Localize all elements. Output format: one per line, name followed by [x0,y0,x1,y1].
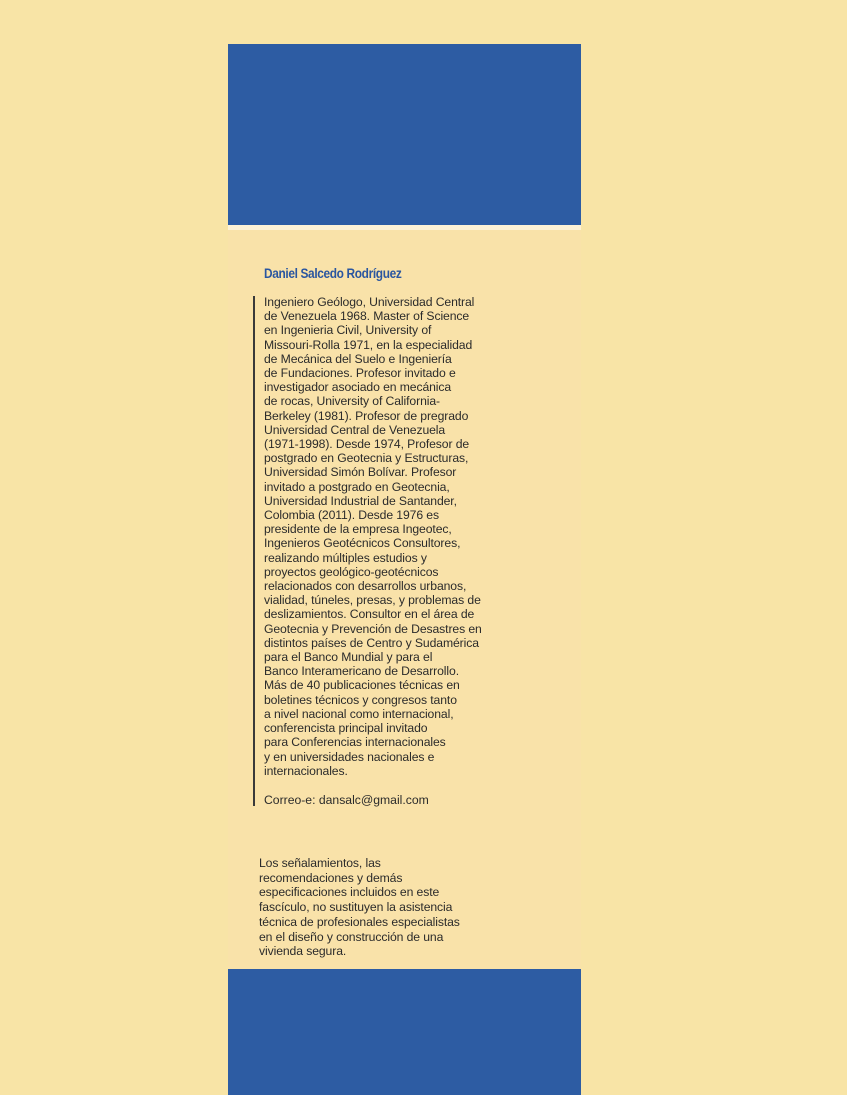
bottom-color-band [228,969,581,1095]
author-email: Correo-e: dansalc@gmail.com [264,793,429,807]
bio-line: vialidad, túneles, presas, y problemas de [264,593,481,608]
bio-line: para Conferencias internacionales [264,735,446,750]
bio-line: y en universidades nacionales e [264,749,435,764]
bio-line: de Venezuela 1968. Master of Science [264,309,470,324]
bio-line: Universidad Simón Bolívar. Profesor [264,465,457,480]
disclaimer-line: vivienda segura. [259,944,347,959]
author-name: Daniel Salcedo Rodríguez [264,266,402,281]
bio-line: Universidad Industrial de Santander, [264,493,457,508]
disclaimer-note [259,856,574,959]
bio-line: boletines técnicos y congresos tanto [264,692,457,707]
bio-line: Ingeniero Geólogo, Universidad Central [264,295,475,309]
disclaimer-line: fascículo, no sustituyen la asistencia [259,900,453,915]
bio-line: para el Banco Mundial y para el [264,650,433,665]
top-band-divider [228,225,581,230]
bio-line: en Ingenieria Civil, University of [264,323,432,338]
bio-line: distintos países de Centro y Sudamérica [264,635,479,650]
bio-line: Colombia (2011). Desde 1976 es [264,508,439,523]
disclaimer-line: técnica de profesionales especialistas [259,914,460,929]
bio-line: Geotecnia y Prevención de Desastres en [264,621,482,636]
bio-line: postgrado en Geotecnia y Estructuras, [264,451,469,466]
disclaimer-line: en el diseño y construcción de una [259,929,444,944]
bio-line: de rocas, University of California- [264,394,440,409]
bio-line: Missouri-Rolla 1971, en la especialidad [264,337,473,352]
bio-line: presidente de la empresa Ingeotec, [264,522,452,537]
bio-line: Ingenieros Geotécnicos Consultores, [264,536,461,551]
bio-line: (1971-1998). Desde 1974, Profesor de [264,437,470,452]
page-strip [228,44,581,1095]
disclaimer-line: Los señalamientos, las [259,856,381,870]
bio-line: Universidad Central de Venezuela [264,422,446,437]
bio-line: invitado a postgrado en Geotecnia, [264,479,450,494]
bio-line: de Mecánica del Suelo e Ingeniería [264,351,452,366]
author-bio [264,295,574,778]
bio-line: Banco Interamericano de Desarrollo. [264,664,459,679]
bio-line: internacionales. [264,763,348,778]
bio-line: conferencista principal invitado [264,721,428,736]
bio-vertical-rule [253,296,255,806]
disclaimer-line: especificaciones incluidos en este [259,885,440,900]
bio-line: Berkeley (1981). Profesor de pregrado [264,408,469,423]
bio-line: proyectos geológico-geotécnicos [264,564,439,579]
bio-line: a nivel nacional como internacional, [264,706,454,721]
bio-line: deslizamientos. Consultor en el área de [264,607,475,622]
top-color-band [228,44,581,225]
bio-line: de Fundaciones. Profesor invitado e [264,366,456,381]
disclaimer-line: recomendaciones y demás [259,870,403,885]
bio-line: Más de 40 publicaciones técnicas en [264,678,460,693]
bio-line: investigador asociado en mecánica [264,380,452,395]
bio-line: realizando múltiples estudios y [264,550,427,565]
bio-line: relacionados con desarrollos urbanos, [264,579,467,594]
